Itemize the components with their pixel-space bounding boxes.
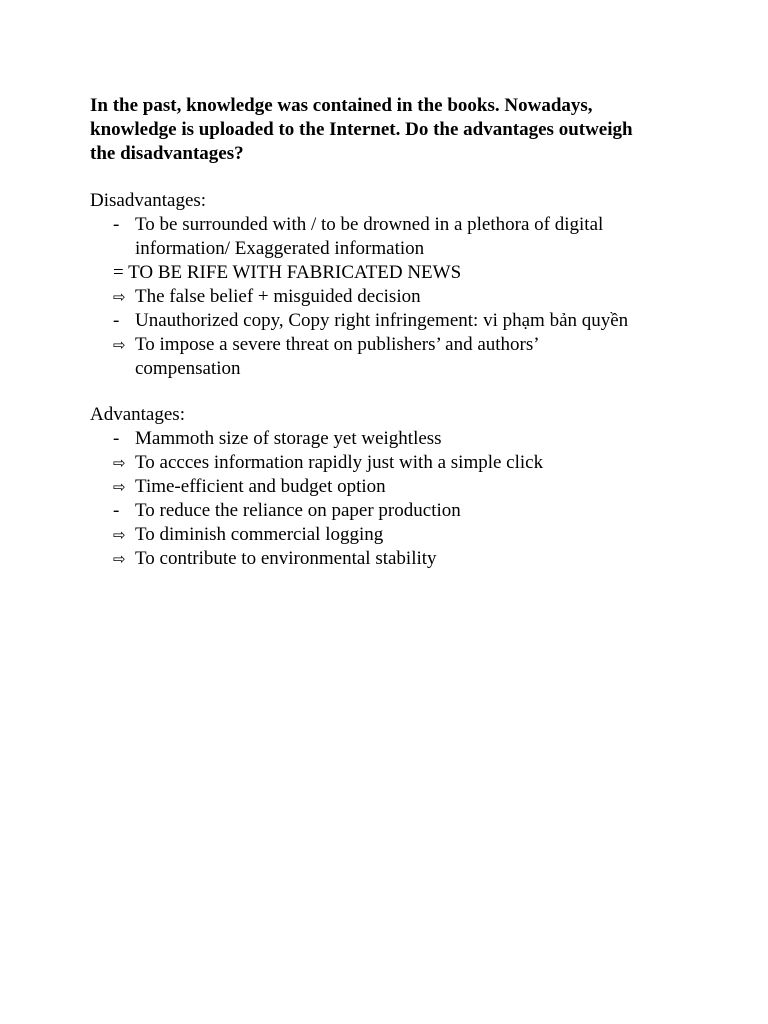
dash-bullet: - [113, 500, 120, 521]
arrow-bullet-icon: ⇨ [113, 336, 126, 354]
disadvantage-text: To be surrounded with / to be drowned in a plethora of digital information/ Exaggerated information [135, 214, 604, 259]
dash-bullet: - [113, 428, 120, 449]
disadvantage-text: To impose a severe threat on publishers’ and authors’ compensation [135, 334, 539, 379]
dash-bullet: - [113, 310, 120, 331]
advantage-item [113, 475, 693, 499]
arrow-bullet-icon: ⇨ [113, 526, 126, 544]
dash-bullet: - [113, 214, 120, 235]
essay-question: In the past, knowledge was contained in the books. Nowadays, knowledge is uploaded to the Internet. Do the advantages outweigh the disadvantages? [90, 95, 633, 164]
disadvantage-item [113, 213, 693, 261]
advantage-text: To reduce the reliance on paper production [135, 500, 461, 521]
advantages-heading: Advantages: [90, 404, 185, 425]
advantage-text: To accces information rapidly just with a simple click [135, 452, 544, 473]
arrow-bullet-icon: ⇨ [113, 454, 126, 472]
advantage-text: Mammoth size of storage yet weightless [135, 428, 442, 449]
arrow-bullet-icon: ⇨ [113, 478, 126, 496]
disadvantage-equivalence: = TO BE RIFE WITH FABRICATED NEWS [113, 262, 462, 283]
disadvantage-text: The false belief + misguided decision [135, 286, 421, 307]
advantage-item [113, 523, 693, 547]
advantage-text: To contribute to environmental stability [135, 548, 437, 569]
advantage-item [113, 499, 693, 523]
disadvantage-item [113, 309, 693, 333]
advantage-item [113, 427, 693, 451]
disadvantage-item [113, 285, 693, 309]
disadvantage-item [113, 333, 693, 381]
advantage-item [113, 547, 693, 571]
arrow-bullet-icon: ⇨ [113, 288, 126, 306]
disadvantage-text: Unauthorized copy, Copy right infringement: vi phạm bản quyền [135, 310, 629, 331]
advantage-item [113, 451, 693, 475]
disadvantages-heading: Disadvantages: [90, 190, 207, 211]
advantage-text: Time-efficient and budget option [135, 476, 386, 497]
advantage-text: To diminish commercial logging [135, 524, 384, 545]
arrow-bullet-icon: ⇨ [113, 550, 126, 568]
